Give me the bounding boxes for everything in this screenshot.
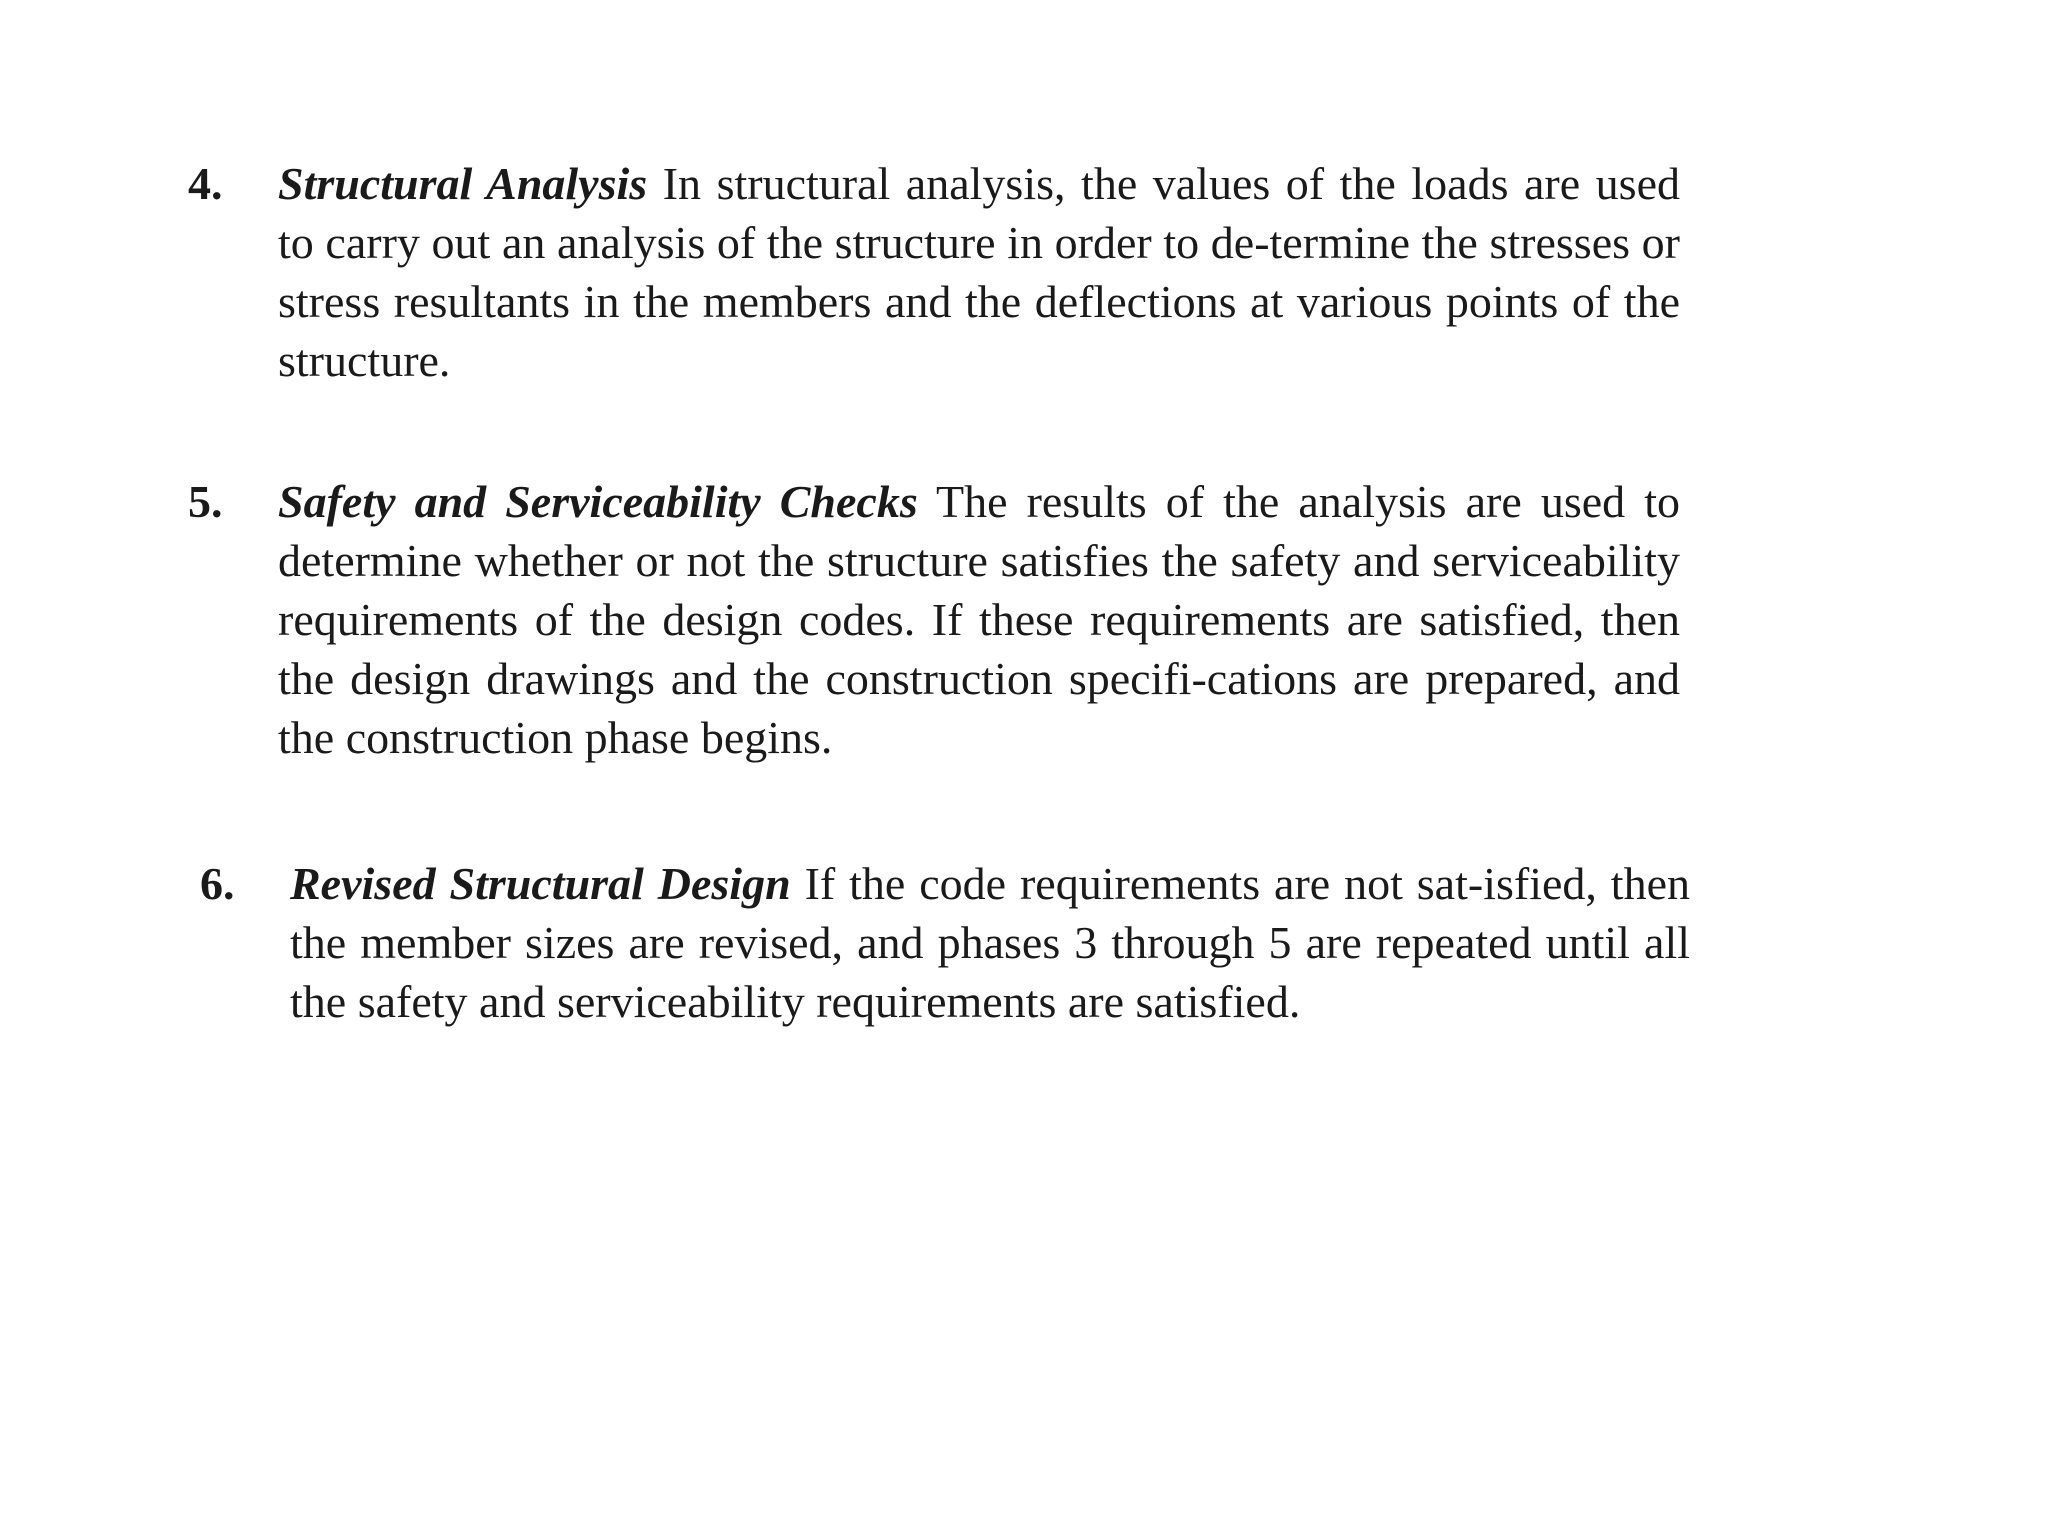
item-title: Structural Analysis <box>278 158 648 209</box>
item-text: In structural analysis, the values of the loads are used to carry out an analysis of the structure in order to de-termine the stresses or stress resultants in the members and the deflections at various points of the structure. <box>278 158 1681 386</box>
item-body <box>278 154 1680 390</box>
list-item-structural-analysis <box>188 154 1680 390</box>
item-number: 4. <box>188 158 223 209</box>
item-text: If the code requirements are not sat-isfied, then the member sizes are revised, and phases 3 through 5 are repeated until all the safety and serviceability requirements are satisfied. <box>290 858 1691 1027</box>
list-item-revised-structural-design <box>200 854 1690 1031</box>
item-number: 5. <box>188 476 223 527</box>
item-text: The results of the analysis are used to determine whether or not the structure satisfies the safety and serviceability requirements of the design codes. If these requirements are satisfied, then the design drawings and the construction specifi-cations are prepared, and the construction phase begins. <box>278 476 1681 763</box>
item-title: Revised Structural Design <box>290 858 791 909</box>
list-item-safety-serviceability-checks <box>188 472 1680 767</box>
item-body <box>278 472 1680 767</box>
item-number: 6. <box>200 858 235 909</box>
item-body <box>290 854 1690 1031</box>
item-title: Safety and Serviceability Checks <box>278 476 918 527</box>
